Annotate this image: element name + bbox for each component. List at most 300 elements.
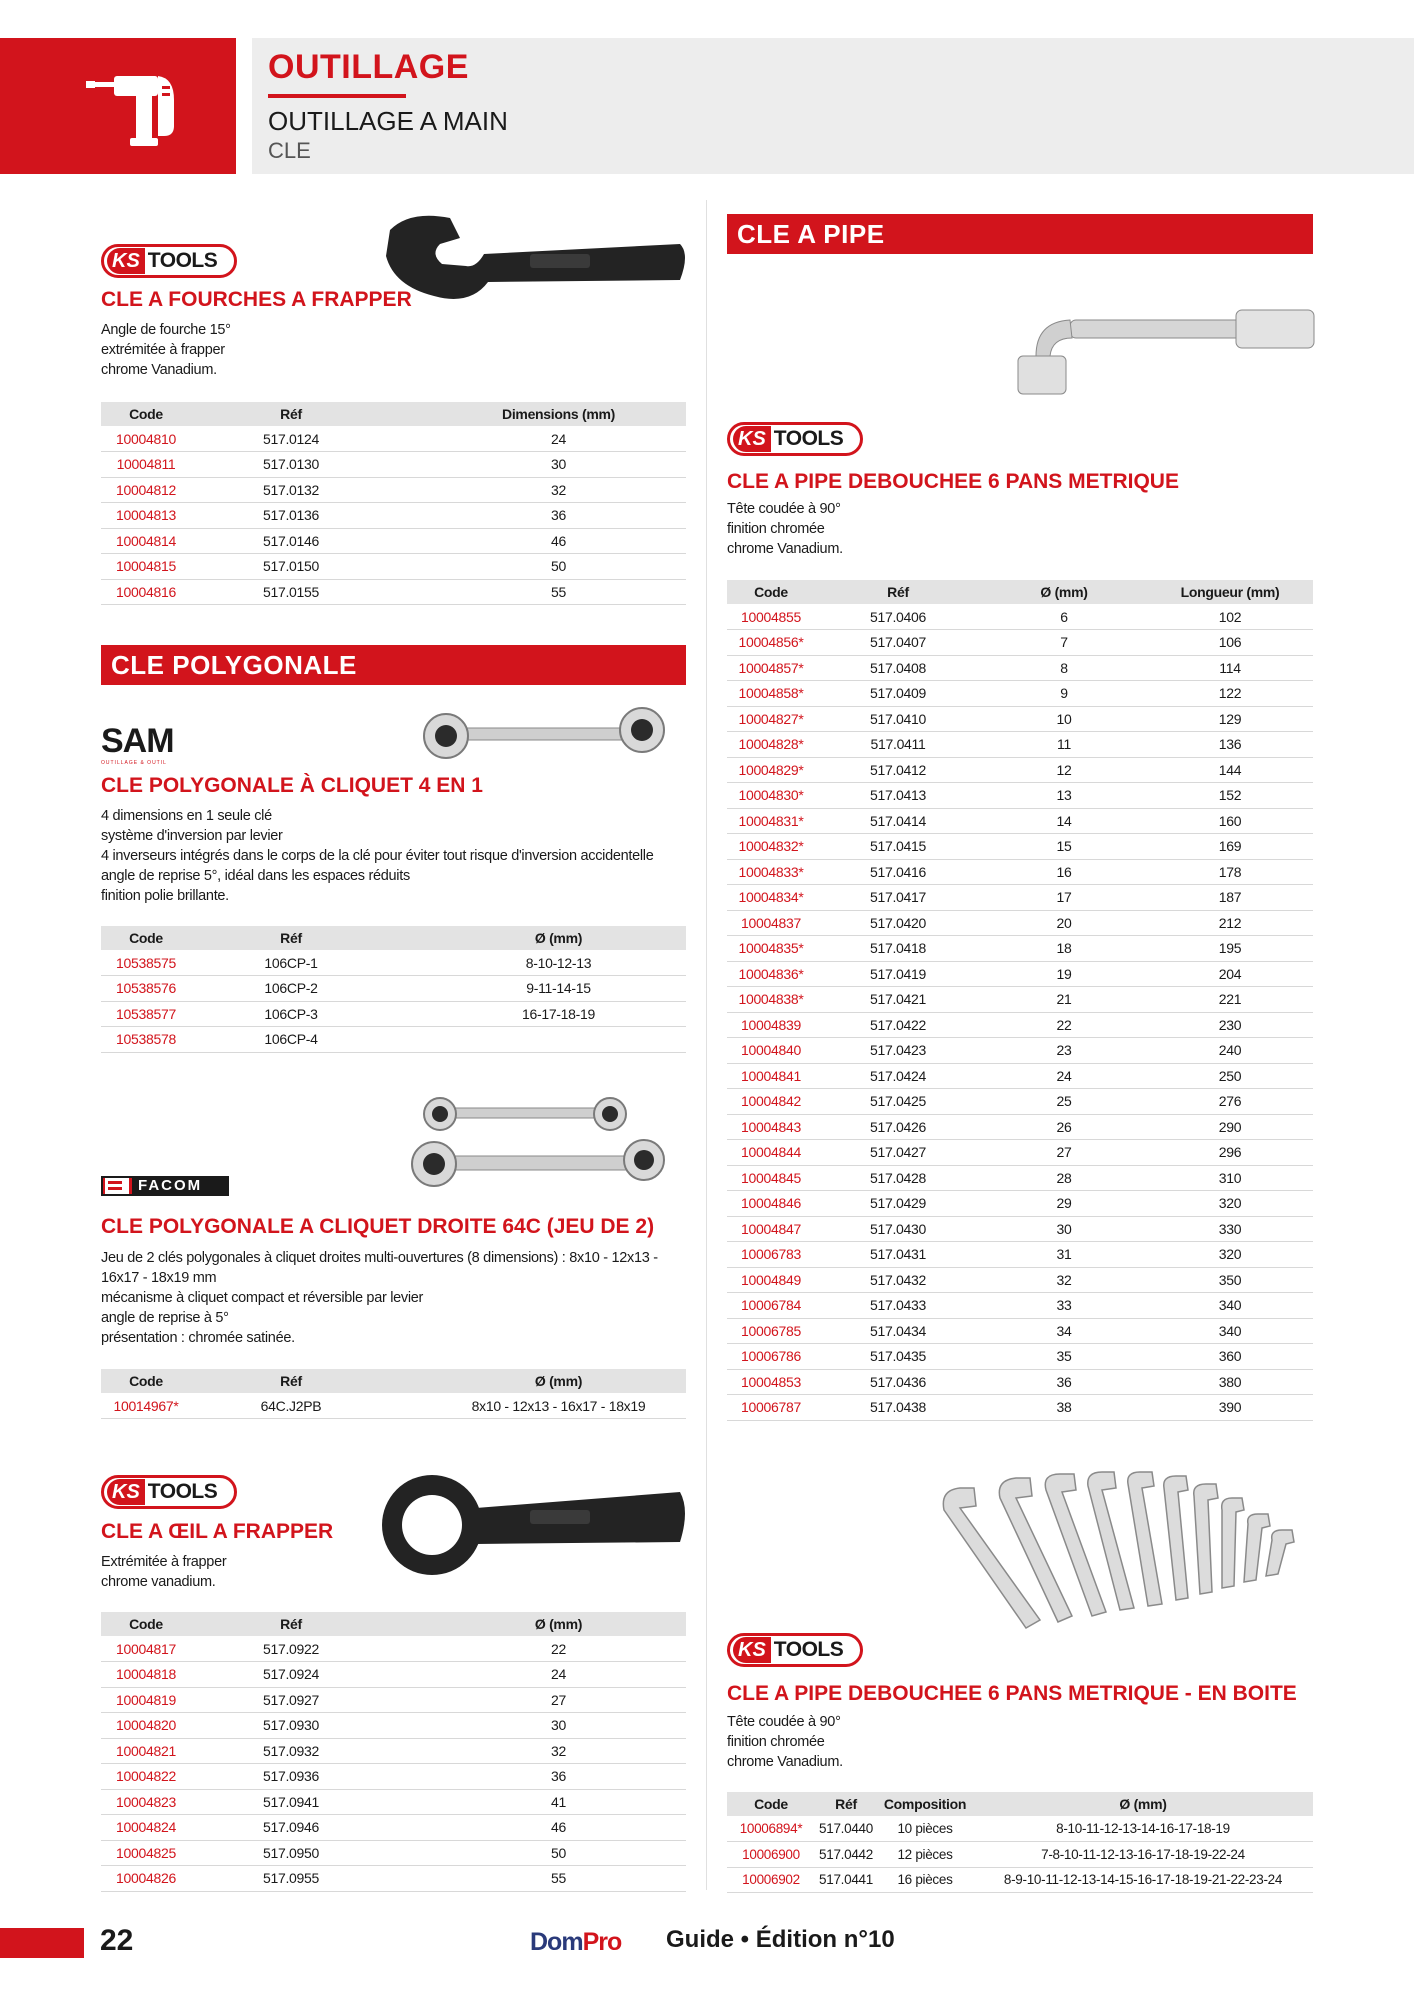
code-cell[interactable]: 10004814 — [101, 528, 191, 554]
table-row — [727, 1165, 1313, 1191]
sam-tagline: OUTILLAGE & OUTIL — [101, 760, 167, 766]
desc-line: chrome Vanadium. — [727, 1754, 843, 1770]
table-row — [101, 554, 686, 580]
value-cell: 50 — [391, 554, 686, 580]
table-fourches — [101, 402, 686, 605]
value-cell: 30 — [391, 452, 686, 478]
logo-dom: Dom — [530, 1928, 583, 1956]
length-cell: 390 — [1147, 1395, 1313, 1421]
table-header — [101, 1369, 686, 1393]
ref-cell: 106CP-1 — [191, 950, 391, 976]
table-row — [727, 859, 1313, 885]
length-cell: 114 — [1147, 655, 1313, 681]
ref-cell: 517.0922 — [191, 1636, 391, 1662]
tools-mark: TOOLS — [773, 1638, 844, 1661]
code-cell[interactable]: 10538578 — [101, 1027, 191, 1053]
ref-cell: 517.0416 — [815, 859, 981, 885]
table-row — [101, 1687, 686, 1713]
length-cell: 204 — [1147, 961, 1313, 987]
ref-cell: 517.0146 — [191, 528, 391, 554]
diameter-cell: 7 — [981, 630, 1147, 656]
desc-line: finition chromée — [727, 1734, 825, 1750]
ref-cell: 106CP-3 — [191, 1001, 391, 1027]
ref-cell: 517.0436 — [815, 1369, 981, 1395]
ref-cell: 517.0409 — [815, 681, 981, 707]
value-cell: 46 — [391, 1815, 686, 1841]
code-cell[interactable]: 10004813 — [101, 503, 191, 529]
table-row — [727, 655, 1313, 681]
product-title-oeil: CLE A ŒIL A FRAPPER — [101, 1520, 334, 1543]
value-cell: 7-8-10-11-12-13-16-17-18-19-22-24 — [973, 1842, 1313, 1868]
ref-cell: 517.0155 — [191, 579, 391, 605]
value-cell: 27 — [391, 1687, 686, 1713]
diameter-cell: 17 — [981, 885, 1147, 911]
col-header: Ø (mm) — [391, 1612, 686, 1636]
code-cell[interactable]: 10004843 — [727, 1114, 815, 1140]
ref-cell: 517.0418 — [815, 936, 981, 962]
value-cell: 8x10 - 12x13 - 16x17 - 18x19 — [391, 1393, 686, 1419]
diameter-cell: 11 — [981, 732, 1147, 758]
kstools-logo — [727, 1633, 863, 1667]
ref-cell: 517.0955 — [191, 1866, 391, 1892]
table-row — [727, 1369, 1313, 1395]
ref-cell: 517.0150 — [191, 554, 391, 580]
length-cell: 290 — [1147, 1114, 1313, 1140]
ref-cell: 517.0930 — [191, 1713, 391, 1739]
table-row — [727, 1191, 1313, 1217]
col-header: Code — [727, 580, 815, 604]
code-cell[interactable]: 10004810 — [101, 426, 191, 452]
tools-mark: TOOLS — [147, 249, 218, 272]
code-cell[interactable]: 10004853 — [727, 1369, 815, 1395]
diameter-cell: 24 — [981, 1063, 1147, 1089]
value-cell: 41 — [391, 1789, 686, 1815]
table-row — [727, 1267, 1313, 1293]
value-cell: 9-11-14-15 — [391, 976, 686, 1002]
ref-cell: 517.0936 — [191, 1764, 391, 1790]
ref-cell: 517.0419 — [815, 961, 981, 987]
length-cell: 122 — [1147, 681, 1313, 707]
product-desc-pipe-boite — [727, 1712, 843, 1772]
length-cell: 360 — [1147, 1344, 1313, 1370]
diameter-cell: 25 — [981, 1089, 1147, 1115]
code-cell[interactable]: 10006785 — [727, 1318, 815, 1344]
footer-accent — [0, 1928, 84, 1958]
table-row — [101, 1815, 686, 1841]
table-row — [727, 1089, 1313, 1115]
table-row — [101, 452, 686, 478]
diameter-cell: 13 — [981, 783, 1147, 809]
table-row — [101, 477, 686, 503]
table-row — [727, 1242, 1313, 1268]
table-row — [727, 1063, 1313, 1089]
table-pipe — [727, 580, 1313, 1421]
desc-line: Tête coudée à 90° — [727, 1714, 841, 1730]
ref-cell: 517.0136 — [191, 503, 391, 529]
ref-cell: 517.0417 — [815, 885, 981, 911]
diameter-cell: 29 — [981, 1191, 1147, 1217]
length-cell: 102 — [1147, 604, 1313, 630]
ks-mark: KS — [733, 1637, 771, 1663]
ref-cell: 106CP-4 — [191, 1027, 391, 1053]
ref-cell: 106CP-2 — [191, 976, 391, 1002]
code-cell[interactable]: 10004832* — [727, 834, 815, 860]
length-cell: 250 — [1147, 1063, 1313, 1089]
table-row — [727, 961, 1313, 987]
table-row — [101, 1738, 686, 1764]
length-cell: 310 — [1147, 1165, 1313, 1191]
code-cell[interactable]: 10004838* — [727, 987, 815, 1013]
table-oeil — [101, 1612, 686, 1892]
length-cell: 152 — [1147, 783, 1313, 809]
table-row — [101, 1713, 686, 1739]
value-cell: 55 — [391, 579, 686, 605]
length-cell: 320 — [1147, 1191, 1313, 1217]
diameter-cell: 20 — [981, 910, 1147, 936]
ref-cell: 517.0946 — [191, 1815, 391, 1841]
product-desc-cliquet64 — [101, 1248, 658, 1348]
ref-cell: 517.0440 — [815, 1816, 877, 1842]
ref-cell: 517.0130 — [191, 452, 391, 478]
length-cell: 187 — [1147, 885, 1313, 911]
length-cell: 195 — [1147, 936, 1313, 962]
desc-line: système d'inversion par levier — [101, 828, 283, 844]
table-row — [101, 950, 686, 976]
product-desc-fourches — [101, 320, 231, 380]
desc-line: Extrémitée à frapper — [101, 1554, 227, 1570]
code-cell[interactable]: 10004844 — [727, 1140, 815, 1166]
code-cell[interactable]: 10004818 — [101, 1662, 191, 1688]
code-cell[interactable]: 10004840 — [727, 1038, 815, 1064]
length-cell: 380 — [1147, 1369, 1313, 1395]
code-cell[interactable]: 10004856* — [727, 630, 815, 656]
ref-cell: 517.0429 — [815, 1191, 981, 1217]
length-cell: 136 — [1147, 732, 1313, 758]
code-cell[interactable]: 10004816 — [101, 579, 191, 605]
code-cell[interactable]: 10004833* — [727, 859, 815, 885]
table-row — [727, 885, 1313, 911]
value-cell: 8-9-10-11-12-13-14-15-16-17-18-19-21-22-23-24 — [973, 1867, 1313, 1893]
length-cell: 230 — [1147, 1012, 1313, 1038]
dompro-logo — [530, 1928, 621, 1957]
code-cell[interactable]: 10004824 — [101, 1815, 191, 1841]
code-cell[interactable]: 10004839 — [727, 1012, 815, 1038]
code-cell[interactable]: 10014967* — [101, 1393, 191, 1419]
code-cell[interactable]: 10004821 — [101, 1738, 191, 1764]
length-cell: 296 — [1147, 1140, 1313, 1166]
code-cell[interactable]: 10006783 — [727, 1242, 815, 1268]
code-cell[interactable]: 10006787 — [727, 1395, 815, 1421]
code-cell[interactable]: 10004835* — [727, 936, 815, 962]
desc-line: finition chromée — [727, 521, 825, 537]
desc-line: Angle de fourche 15° — [101, 322, 231, 338]
code-cell[interactable]: 10004834* — [727, 885, 815, 911]
code-cell[interactable]: 10538575 — [101, 950, 191, 976]
table-row — [101, 579, 686, 605]
header-icon-block — [0, 38, 236, 174]
composition-cell: 12 pièces — [877, 1842, 973, 1868]
table-row — [727, 706, 1313, 732]
code-cell[interactable]: 10004823 — [101, 1789, 191, 1815]
ref-cell: 517.0428 — [815, 1165, 981, 1191]
code-cell[interactable]: 10004831* — [727, 808, 815, 834]
code-cell[interactable]: 10004822 — [101, 1764, 191, 1790]
ring-wrench-image — [380, 1470, 690, 1580]
guide-edition: Guide • Édition n°10 — [666, 1926, 895, 1953]
value-cell: 8-10-12-13 — [391, 950, 686, 976]
length-cell: 178 — [1147, 859, 1313, 885]
code-cell[interactable]: 10004812 — [101, 477, 191, 503]
code-cell[interactable]: 10006894* — [727, 1816, 815, 1842]
drill-icon — [78, 56, 178, 156]
col-header: Réf — [191, 1369, 391, 1393]
code-cell[interactable]: 10538577 — [101, 1001, 191, 1027]
table-row — [727, 732, 1313, 758]
ref-cell: 517.0425 — [815, 1089, 981, 1115]
page-number: 22 — [100, 1924, 134, 1957]
diameter-cell: 36 — [981, 1369, 1147, 1395]
ref-cell: 517.0435 — [815, 1344, 981, 1370]
code-cell[interactable]: 10538576 — [101, 976, 191, 1002]
product-desc-pipe — [727, 499, 843, 559]
col-header: Code — [727, 1792, 815, 1816]
col-header: Réf — [191, 1612, 391, 1636]
length-cell: 160 — [1147, 808, 1313, 834]
ref-cell: 517.0421 — [815, 987, 981, 1013]
ref-cell: 517.0432 — [815, 1267, 981, 1293]
diameter-cell: 15 — [981, 834, 1147, 860]
code-cell[interactable]: 10004837 — [727, 910, 815, 936]
kstools-logo — [101, 1475, 237, 1509]
page-category: CLE — [268, 138, 311, 163]
table-header — [727, 580, 1313, 604]
table-row — [727, 1344, 1313, 1370]
col-header: Code — [101, 402, 191, 426]
table-row — [101, 1764, 686, 1790]
table-row — [101, 1001, 686, 1027]
code-cell[interactable]: 10006784 — [727, 1293, 815, 1319]
ref-cell: 517.0441 — [815, 1867, 877, 1893]
code-cell[interactable]: 10004828* — [727, 732, 815, 758]
composition-cell: 16 pièces — [877, 1867, 973, 1893]
facom-mark-icon — [105, 1178, 129, 1194]
desc-line: présentation : chromée satinée. — [101, 1330, 295, 1346]
code-cell[interactable]: 10006786 — [727, 1344, 815, 1370]
diameter-cell: 10 — [981, 706, 1147, 732]
diameter-cell: 19 — [981, 961, 1147, 987]
code-cell[interactable]: 10004841 — [727, 1063, 815, 1089]
product-title-fourches: CLE A FOURCHES A FRAPPER — [101, 288, 412, 311]
table-row — [727, 936, 1313, 962]
diameter-cell: 22 — [981, 1012, 1147, 1038]
table-row — [727, 1318, 1313, 1344]
length-cell: 320 — [1147, 1242, 1313, 1268]
code-cell[interactable]: 10004858* — [727, 681, 815, 707]
col-header: Code — [101, 1369, 191, 1393]
ref-cell: 517.0411 — [815, 732, 981, 758]
ref-cell: 517.0412 — [815, 757, 981, 783]
code-cell[interactable]: 10004847 — [727, 1216, 815, 1242]
desc-line: angle de reprise 5°, idéal dans les espaces réduits — [101, 868, 410, 884]
diameter-cell: 21 — [981, 987, 1147, 1013]
ref-cell: 517.0950 — [191, 1840, 391, 1866]
desc-line: chrome Vanadium. — [101, 362, 217, 378]
table-header — [727, 1792, 1313, 1816]
diameter-cell: 30 — [981, 1216, 1147, 1242]
table-row — [101, 976, 686, 1002]
code-cell[interactable]: 10004845 — [727, 1165, 815, 1191]
length-cell: 169 — [1147, 834, 1313, 860]
ref-cell: 517.0438 — [815, 1395, 981, 1421]
desc-line: chrome vanadium. — [101, 1574, 216, 1590]
code-cell[interactable]: 10004817 — [101, 1636, 191, 1662]
table-pipe-boite — [727, 1792, 1313, 1893]
diameter-cell: 33 — [981, 1293, 1147, 1319]
code-cell[interactable]: 10004855 — [727, 604, 815, 630]
table-row — [101, 1393, 686, 1419]
product-desc-cliquet4 — [101, 806, 653, 906]
value-cell: 8-10-11-12-13-14-16-17-18-19 — [973, 1816, 1313, 1842]
table-row — [727, 1293, 1313, 1319]
table-row — [101, 1662, 686, 1688]
code-cell[interactable]: 10004826 — [101, 1866, 191, 1892]
ks-mark: KS — [733, 426, 771, 452]
desc-line: mécanisme à cliquet compact et réversible par levier — [101, 1290, 424, 1306]
code-cell[interactable]: 10006900 — [727, 1842, 815, 1868]
facom-logo — [101, 1176, 229, 1196]
ratchet-set-image — [400, 1092, 670, 1192]
code-cell[interactable]: 10004820 — [101, 1713, 191, 1739]
col-header: Réf — [191, 402, 391, 426]
code-cell[interactable]: 10004836* — [727, 961, 815, 987]
table-row — [101, 1866, 686, 1892]
table-row — [727, 757, 1313, 783]
code-cell[interactable]: 10004830* — [727, 783, 815, 809]
col-header: Ø (mm) — [981, 580, 1147, 604]
facom-wordmark: FACOM — [132, 1178, 227, 1194]
table-row — [101, 528, 686, 554]
ref-cell: 517.0434 — [815, 1318, 981, 1344]
value-cell: 55 — [391, 1866, 686, 1892]
desc-line: angle de reprise à 5° — [101, 1310, 229, 1326]
value-cell: 22 — [391, 1636, 686, 1662]
col-header: Ø (mm) — [391, 1369, 686, 1393]
table-row — [101, 1636, 686, 1662]
col-header: Code — [101, 926, 191, 950]
table-row — [727, 808, 1313, 834]
ref-cell: 517.0132 — [191, 477, 391, 503]
code-cell[interactable]: 10004849 — [727, 1267, 815, 1293]
desc-line: extrémitée à frapper — [101, 342, 225, 358]
code-cell[interactable]: 10004857* — [727, 655, 815, 681]
composition-cell: 10 pièces — [877, 1816, 973, 1842]
ratchet-wrench-image — [420, 706, 670, 760]
table-row — [727, 1012, 1313, 1038]
length-cell: 340 — [1147, 1293, 1313, 1319]
length-cell: 330 — [1147, 1216, 1313, 1242]
value-cell: 24 — [391, 426, 686, 452]
value-cell: 36 — [391, 1764, 686, 1790]
col-header: Réf — [191, 926, 391, 950]
code-cell[interactable]: 10006902 — [727, 1867, 815, 1893]
diameter-cell: 34 — [981, 1318, 1147, 1344]
ref-cell: 517.0430 — [815, 1216, 981, 1242]
diameter-cell: 26 — [981, 1114, 1147, 1140]
ref-cell: 517.0423 — [815, 1038, 981, 1064]
table-row — [727, 604, 1313, 630]
ref-cell: 517.0124 — [191, 426, 391, 452]
table-row — [101, 1840, 686, 1866]
col-header: Ø (mm) — [973, 1792, 1313, 1816]
length-cell: 221 — [1147, 987, 1313, 1013]
sam-logo: SAM — [101, 722, 174, 760]
ref-cell: 517.0427 — [815, 1140, 981, 1166]
table-row — [727, 1816, 1313, 1842]
section-banner-polygonale: CLE POLYGONALE — [101, 645, 686, 685]
pipe-wrench-image — [1010, 300, 1320, 400]
ref-cell: 517.0426 — [815, 1114, 981, 1140]
diameter-cell: 28 — [981, 1165, 1147, 1191]
col-header: Réf — [815, 1792, 877, 1816]
ref-cell: 517.0414 — [815, 808, 981, 834]
diameter-cell: 14 — [981, 808, 1147, 834]
code-cell[interactable]: 10004846 — [727, 1191, 815, 1217]
value-cell: 46 — [391, 528, 686, 554]
ref-cell: 517.0941 — [191, 1789, 391, 1815]
table-row — [101, 1789, 686, 1815]
value-cell: 50 — [391, 1840, 686, 1866]
tools-mark: TOOLS — [773, 427, 844, 450]
section-banner-pipe: CLE A PIPE — [727, 214, 1313, 254]
ref-cell: 517.0415 — [815, 834, 981, 860]
code-cell[interactable]: 10004829* — [727, 757, 815, 783]
diameter-cell: 12 — [981, 757, 1147, 783]
kstools-logo — [101, 244, 237, 278]
diameter-cell: 6 — [981, 604, 1147, 630]
code-cell[interactable]: 10004842 — [727, 1089, 815, 1115]
value-cell — [391, 1027, 686, 1053]
table-row — [727, 910, 1313, 936]
ref-cell: 517.0433 — [815, 1293, 981, 1319]
ref-cell: 517.0413 — [815, 783, 981, 809]
ref-cell: 517.0408 — [815, 655, 981, 681]
desc-line: 4 dimensions en 1 seule clé — [101, 808, 272, 824]
value-cell: 24 — [391, 1662, 686, 1688]
col-header: Ø (mm) — [391, 926, 686, 950]
table-row — [727, 681, 1313, 707]
tools-mark: TOOLS — [147, 1480, 218, 1503]
code-cell[interactable]: 10004815 — [101, 554, 191, 580]
table-cliquet4 — [101, 926, 686, 1053]
diameter-cell: 23 — [981, 1038, 1147, 1064]
code-cell[interactable]: 10004811 — [101, 452, 191, 478]
ref-cell: 517.0424 — [815, 1063, 981, 1089]
col-header: Réf — [815, 580, 981, 604]
table-row — [727, 1038, 1313, 1064]
ks-mark: KS — [107, 248, 145, 274]
value-cell: 32 — [391, 1738, 686, 1764]
code-cell[interactable]: 10004819 — [101, 1687, 191, 1713]
ref-cell: 517.0924 — [191, 1662, 391, 1688]
code-cell[interactable]: 10004827* — [727, 706, 815, 732]
code-cell[interactable]: 10004825 — [101, 1840, 191, 1866]
table-row — [727, 834, 1313, 860]
value-cell: 30 — [391, 1713, 686, 1739]
ref-cell: 517.0410 — [815, 706, 981, 732]
diameter-cell: 8 — [981, 655, 1147, 681]
ref-cell: 517.0442 — [815, 1842, 877, 1868]
desc-line: Jeu de 2 clés polygonales à cliquet droites multi-ouvertures (8 dimensions) : 8x10 - 12x13 - — [101, 1250, 658, 1266]
